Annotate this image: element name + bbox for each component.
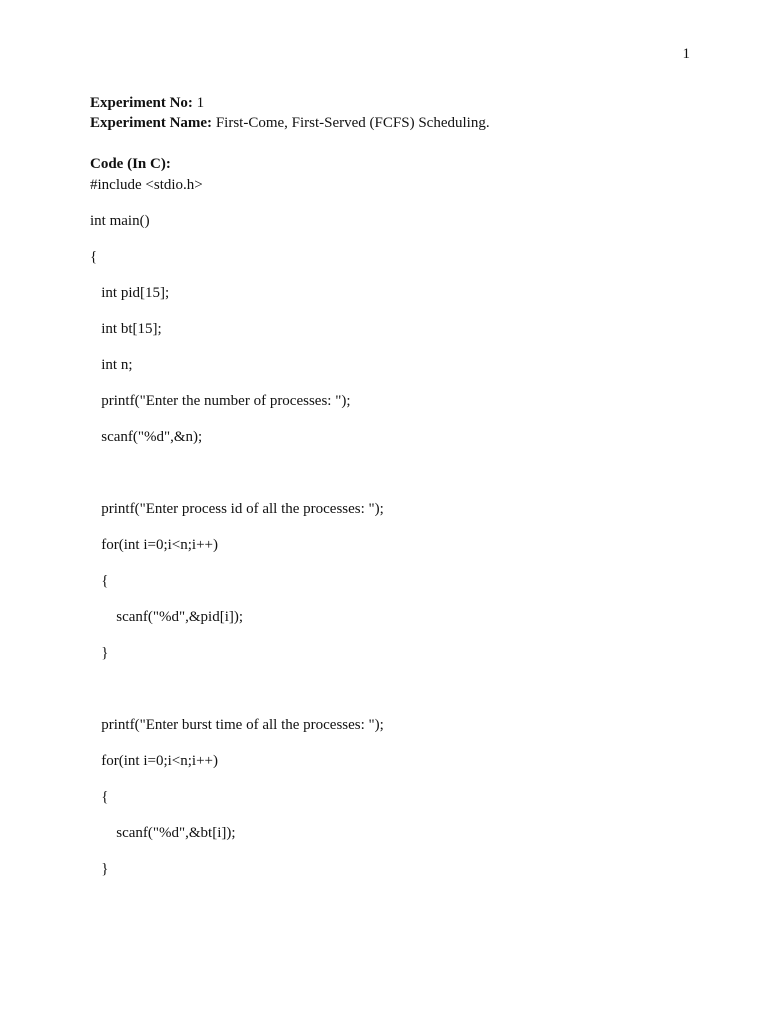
code-line: int pid[15]; <box>90 285 170 301</box>
code-line: { <box>90 249 98 265</box>
page-number: 1 <box>682 46 690 62</box>
code-heading: Code (In C): <box>90 156 171 172</box>
code-line: for(int i=0;i<n;i++) <box>90 753 218 769</box>
code-line: { <box>90 789 109 805</box>
experiment-number-line <box>90 94 204 112</box>
experiment-name-label: Experiment Name: <box>90 115 213 131</box>
code-line: } <box>90 861 109 877</box>
experiment-name-line <box>90 114 490 132</box>
code-line: printf("Enter burst time of all the processes: "); <box>90 717 384 733</box>
experiment-number-label: Experiment No: <box>90 95 193 111</box>
code-line: int main() <box>90 213 150 229</box>
experiment-name-value: First-Come, First-Served (FCFS) Scheduling. <box>212 115 490 131</box>
code-line: scanf("%d",&n); <box>90 429 203 445</box>
code-line: for(int i=0;i<n;i++) <box>90 537 218 553</box>
code-line: scanf("%d",&pid[i]); <box>90 609 244 625</box>
code-line: printf("Enter the number of processes: "); <box>90 393 351 409</box>
experiment-number-value: 1 <box>192 95 205 111</box>
code-line: } <box>90 645 109 661</box>
code-line: printf("Enter process id of all the processes: "); <box>90 501 384 517</box>
code-line: int bt[15]; <box>90 321 162 337</box>
code-line: scanf("%d",&bt[i]); <box>90 825 236 841</box>
code-line: { <box>90 573 109 589</box>
code-line: #include <stdio.h> <box>90 177 203 193</box>
code-line: int n; <box>90 357 133 373</box>
